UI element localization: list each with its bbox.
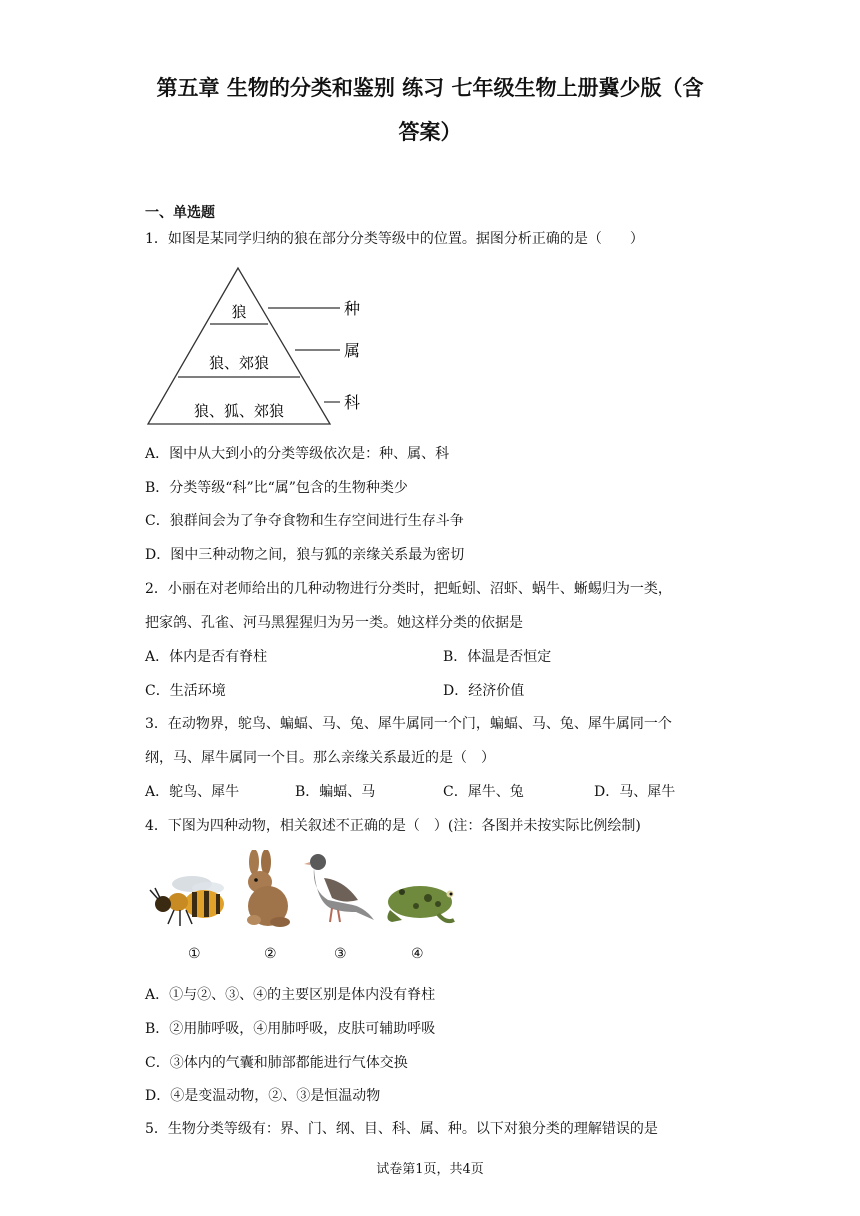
figure-label-4: ④ bbox=[411, 946, 424, 962]
q4-option-d: D．④是变温动物，②、③是恒温动物 bbox=[145, 1088, 381, 1104]
tier-2-label: 狼、郊狼 bbox=[208, 354, 270, 372]
q2-option-a: A．体内是否有脊柱 bbox=[145, 649, 268, 665]
q2-stem-line-2: 把家鸽、孔雀、河马黑猩猩归为另一类。她这样分类的依据是 bbox=[145, 615, 523, 631]
pigeon-icon bbox=[304, 850, 376, 926]
figure-label-2: ② bbox=[264, 946, 277, 962]
rank-genus-label: 属 bbox=[344, 341, 361, 360]
page-footer: 试卷第1页，共4页 bbox=[376, 1162, 484, 1177]
frog-icon bbox=[380, 874, 460, 926]
q2-option-c: C．生活环境 bbox=[145, 683, 226, 699]
q3-stem-line-1: 3．在动物界，鸵鸟、蝙蝠、马、兔、犀牛属同一个门，蝙蝠、马、兔、犀牛属同一个 bbox=[145, 716, 672, 732]
q2-option-b: B．体温是否恒定 bbox=[443, 649, 552, 665]
q3-option-a: A．鸵鸟、犀牛 bbox=[145, 784, 240, 800]
q5-stem: 5．生物分类等级有：界、门、纲、目、科、属、种。以下对狼分类的理解错误的是 bbox=[145, 1121, 658, 1137]
q1-option-c: C．狼群间会为了争夺食物和生存空间进行生存斗争 bbox=[145, 513, 464, 529]
section-heading: 一、单选题 bbox=[145, 205, 215, 221]
figure-label-1: ① bbox=[188, 946, 201, 962]
q2-option-d: D．经济价值 bbox=[443, 683, 525, 699]
q4-option-b: B．②用肺呼吸，④用肺呼吸，皮肤可辅助呼吸 bbox=[145, 1021, 436, 1037]
q2-stem-line-1: 2．小丽在对老师给出的几种动物进行分类时，把蚯蚓、沼虾、蜗牛、蜥蜴归为一类， bbox=[145, 581, 672, 597]
pyramid-outline bbox=[148, 268, 330, 424]
q1-option-a: A．图中从大到小的分类等级依次是：种、属、科 bbox=[145, 446, 450, 462]
tier-3-label: 狼、狐、郊狼 bbox=[193, 402, 285, 420]
q4-stem: 4．下图为四种动物，相关叙述不正确的是（ ）(注：各图并未按实际比例绘制) bbox=[145, 818, 641, 834]
q1-option-b: B．分类等级“科”比“属”包含的生物种类少 bbox=[145, 480, 408, 496]
q1-option-d: D．图中三种动物之间，狼与狐的亲缘关系最为密切 bbox=[145, 547, 465, 563]
title-line-1: 第五章 生物的分类和鉴别 练习 七年级生物上册冀少版（含 bbox=[156, 76, 704, 100]
page-title bbox=[120, 66, 740, 154]
rank-family-label: 科 bbox=[344, 393, 361, 412]
q3-option-b: B．蝙蝠、马 bbox=[295, 784, 376, 800]
title-line-2: 答案） bbox=[398, 120, 462, 144]
q4-option-c: C．③体内的气囊和肺部都能进行气体交换 bbox=[145, 1055, 408, 1071]
rabbit-icon bbox=[234, 850, 294, 930]
bee-icon bbox=[146, 870, 230, 930]
q4-option-a: A．①与②、③、④的主要区别是体内没有脊柱 bbox=[145, 987, 436, 1003]
q3-stem-line-2: 纲，马、犀牛属同一个目。那么亲缘关系最近的是（ ） bbox=[145, 750, 495, 766]
q3-option-c: C．犀牛、兔 bbox=[443, 784, 524, 800]
rank-species-label: 种 bbox=[344, 299, 361, 318]
q3-option-d: D．马、犀牛 bbox=[594, 784, 676, 800]
tier-1-label: 狼 bbox=[231, 303, 247, 321]
q1-pyramid-figure bbox=[140, 262, 380, 432]
q1-stem: 1．如图是某同学归纳的狼在部分分类等级中的位置。据图分析正确的是（ ） bbox=[145, 231, 644, 247]
figure-label-3: ③ bbox=[334, 946, 347, 962]
